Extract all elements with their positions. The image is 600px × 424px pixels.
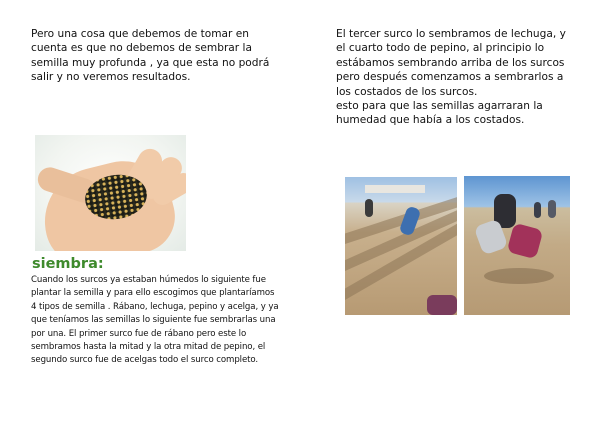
- person-distant: [534, 202, 541, 218]
- section-heading-siembra: siembra:: [32, 256, 104, 272]
- seed-bag: [427, 295, 457, 315]
- field-sowing-photo-1: [345, 177, 457, 315]
- person-kneeling: [507, 223, 544, 260]
- distant-building: [365, 185, 425, 193]
- ground-shadow: [484, 268, 554, 284]
- right-paragraph: El tercer surco lo sembramos de lechuga, y el cuarto todo de pepino, al principio lo estábamos sembrando arriba de los surcos pero después comenzamos a sembrarlos a los costados de los surcos. esto para que las semillas agarraran la humedad que había a los costados.: [336, 28, 566, 127]
- field-sowing-photo-2: [464, 176, 570, 315]
- siembra-paragraph: Cuando los surcos ya estaban húmedos lo siguiente fue plantar la semilla y para ello escogimos que plantaríamos 4 tipos de semilla . Rábano, lechuga, pepino y acelga, y ya que teníamos las semillas lo siguiente fue sembrarlas una por una. El primer surco fue de rábano pero este lo sembramos hasta la mitad y la otra mitad de pepino, el segundo surco fue de acelgas todo el surco completo.: [31, 275, 279, 366]
- person-distant: [548, 200, 556, 218]
- person-standing: [365, 199, 373, 217]
- left-paragraph: Pero una cosa que debemos de tomar en cuenta es que no debemos de sembrar la semilla muy profunda , ya que esta no podrá salir y no veremos resultados.: [31, 28, 270, 84]
- seeds-in-hand-photo: [35, 135, 186, 251]
